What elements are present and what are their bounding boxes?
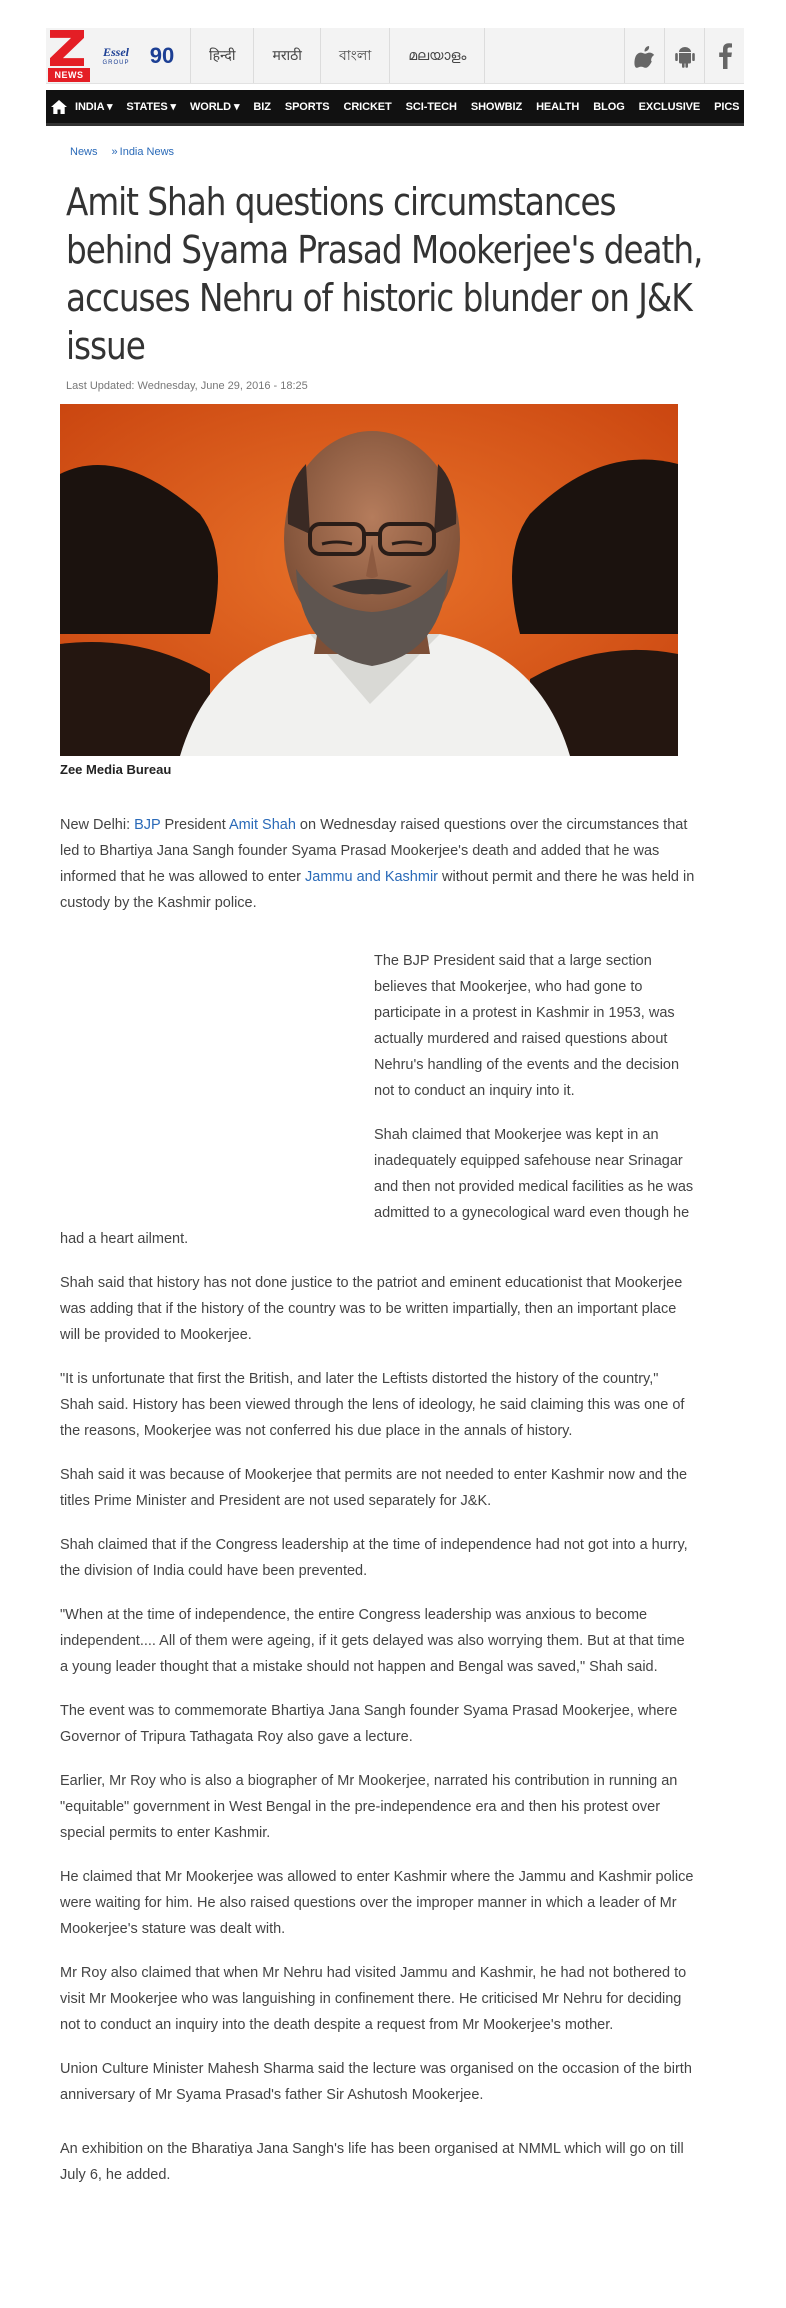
article-paragraph: Union Culture Minister Mahesh Sharma said the lecture was organised on the occasion of the birth anniversary of Mr Syama Prasad's father Sir Ashutosh Mookerjee. xyxy=(60,2061,692,2103)
last-updated: Last Updated: Wednesday, June 29, 2016 - 18:25 xyxy=(66,380,308,392)
breadcrumb-india-news-link[interactable]: India News xyxy=(119,146,175,158)
article-paragraph: The BJP President said that a large section believes that Mookerjee, who had gone to participate in a protest in Kashmir in 1953, was actually murdered and raised questions about Nehru's handling of the events and the decision not to conduct an inquiry into it. xyxy=(374,953,680,1099)
nav-item-sports[interactable]: SPORTS xyxy=(284,100,330,113)
article-paragraph: Mr Roy also claimed that when Mr Nehru had visited Jammu and Kashmir, he had not bothered to visit Mr Mookerjee who was languishing in confinement there. He criticised Mr Nehru for deciding not to conduct an inquiry into the death despite a request from Mr Mookerjee's mother. xyxy=(60,1965,687,2033)
language-link-hindi[interactable]: हिन्दी xyxy=(190,28,253,83)
essel-group-logo[interactable] xyxy=(92,28,140,83)
breadcrumb-separator: » xyxy=(111,146,118,158)
nav-item-video[interactable]: VIDE xyxy=(753,100,779,113)
nav-item-exclusive[interactable]: EXCLUSIVE xyxy=(638,100,701,113)
nav-item-showbiz[interactable]: SHOWBIZ xyxy=(470,100,523,113)
essel-sub-text: GROUP xyxy=(102,60,130,66)
article-paragraph xyxy=(60,812,696,916)
article-paragraph: The event was to commemorate Bhartiya Jana Sangh founder Syama Prasad Mookerjee, where Governor of Tripura Tathagata Roy also gave a lecture. xyxy=(60,1703,678,1745)
article-paragraph: Shah claimed that if the Congress leadership at the time of independence had not got into a hurry, the division of India could have been prevented. xyxy=(60,1537,688,1579)
article-photo-illustration xyxy=(60,404,678,756)
facebook-icon[interactable] xyxy=(704,28,744,83)
paragraph-text: without permit and there he was held in custody by the Kashmir police. xyxy=(60,869,695,911)
nav-item-world[interactable]: WORLD ▾ xyxy=(189,101,240,113)
paragraph-text: President xyxy=(160,817,229,833)
top-bar xyxy=(46,28,744,84)
essel-text: Essel xyxy=(102,45,129,59)
bjp-link[interactable]: BJP xyxy=(134,817,161,833)
photo-caption: Zee Media Bureau xyxy=(60,762,172,777)
jammu-kashmir-link[interactable]: Jammu and Kashmir xyxy=(305,869,438,885)
android-icon[interactable] xyxy=(664,28,704,83)
language-link-bangla[interactable]: বাংলা xyxy=(320,28,389,83)
zee-news-logo[interactable] xyxy=(46,28,92,84)
paragraph-text: New Delhi: xyxy=(60,817,135,833)
main-nav xyxy=(46,90,779,126)
nav-item-india[interactable]: INDIA ▾ xyxy=(75,101,113,113)
nav-item-blog[interactable]: BLOG xyxy=(593,100,625,113)
apple-icon[interactable] xyxy=(624,28,664,83)
zee-z-mark xyxy=(50,30,84,66)
article-paragraph: Shah said that history has not done justice to the patriot and eminent educationist that Mookerjee was adding that if the history of the country was to be written impartially, then an important place will be provided to Mookerjee. xyxy=(60,1275,683,1343)
language-link-marathi[interactable]: मराठी xyxy=(253,28,319,83)
nav-item-sci-tech[interactable]: SCI-TECH xyxy=(405,100,457,113)
amit-shah-link[interactable]: Amit Shah xyxy=(229,817,296,833)
nav-item-pics[interactable]: PICS xyxy=(714,100,740,113)
logo-news-text: NEWS xyxy=(48,68,90,82)
nav-item-states[interactable]: STATES ▾ xyxy=(126,101,176,113)
nav-item-health[interactable]: HEALTH xyxy=(536,100,580,113)
breadcrumb xyxy=(70,146,174,158)
paragraph-text: on Wednesday raised questions over the circumstances that led to Bhartiya Jana Sangh founder Syama Prasad Mookerjee's death and added that he was informed that he was allowed to enter xyxy=(60,817,688,885)
nav-item-biz[interactable]: BIZ xyxy=(253,100,271,113)
nav-item-cricket[interactable]: CRICKET xyxy=(343,100,392,113)
article-body xyxy=(60,812,696,2206)
article-paragraph: "When at the time of independence, the entire Congress leadership was anxious to become independent.... All of them were ageing, if it gets delayed was also worrying them. But at that time a young leader thought that a mistake should not happen and Bengal was saved," Shah said. xyxy=(60,1607,685,1675)
article-paragraph: Shah said it was because of Mookerjee that permits are not needed to enter Kashmir now and the titles Prime Minister and President are not used separately for J&K. xyxy=(60,1467,688,1509)
article-paragraph: Shah claimed that Mookerjee was kept in an inadequately equipped safehouse near Srinagar and then not provided medical facilities as he was admitted to a gynecological ward even though he had a heart ailment. xyxy=(60,1127,694,1247)
home-icon[interactable] xyxy=(50,90,68,123)
article-paragraph: Earlier, Mr Roy who is also a biographer of Mr Mookerjee, narrated his contribution in running an "equitable" government in West Bengal in the pre-independence era and then his protest over special permits to enter Kashmir. xyxy=(60,1773,678,1841)
article-photo xyxy=(60,404,678,756)
breadcrumb-news-link[interactable]: News xyxy=(70,146,98,158)
ad-slot xyxy=(60,934,360,1192)
essel-90-logo[interactable]: 90 xyxy=(149,42,175,68)
article-paragraph: An exhibition on the Bharatiya Jana Sangh's life has been organised at NMML which will go on till July 6, he added. xyxy=(60,2141,684,2183)
language-link-malayalam[interactable]: മലയാളം xyxy=(389,28,485,83)
article-paragraph: "It is unfortunate that first the British, and later the Leftists distorted the history of the country," Shah said. History has been viewed through the lens of ideology, he said claiming this was one of the reasons, Mookerjee was not conferred his due place in the annals of history. xyxy=(60,1371,685,1439)
article-paragraph: He claimed that Mr Mookerjee was allowed to enter Kashmir where the Jammu and Kashmir police were waiting for him. He also raised questions over the improper manner in which a leader of Mr Mookerjee's stature was dealt with. xyxy=(60,1869,694,1937)
article-title: Amit Shah questions circumstances behind Syama Prasad Mookerjee's death, accuses Nehru of historic blunder on J&K issue xyxy=(66,180,703,368)
